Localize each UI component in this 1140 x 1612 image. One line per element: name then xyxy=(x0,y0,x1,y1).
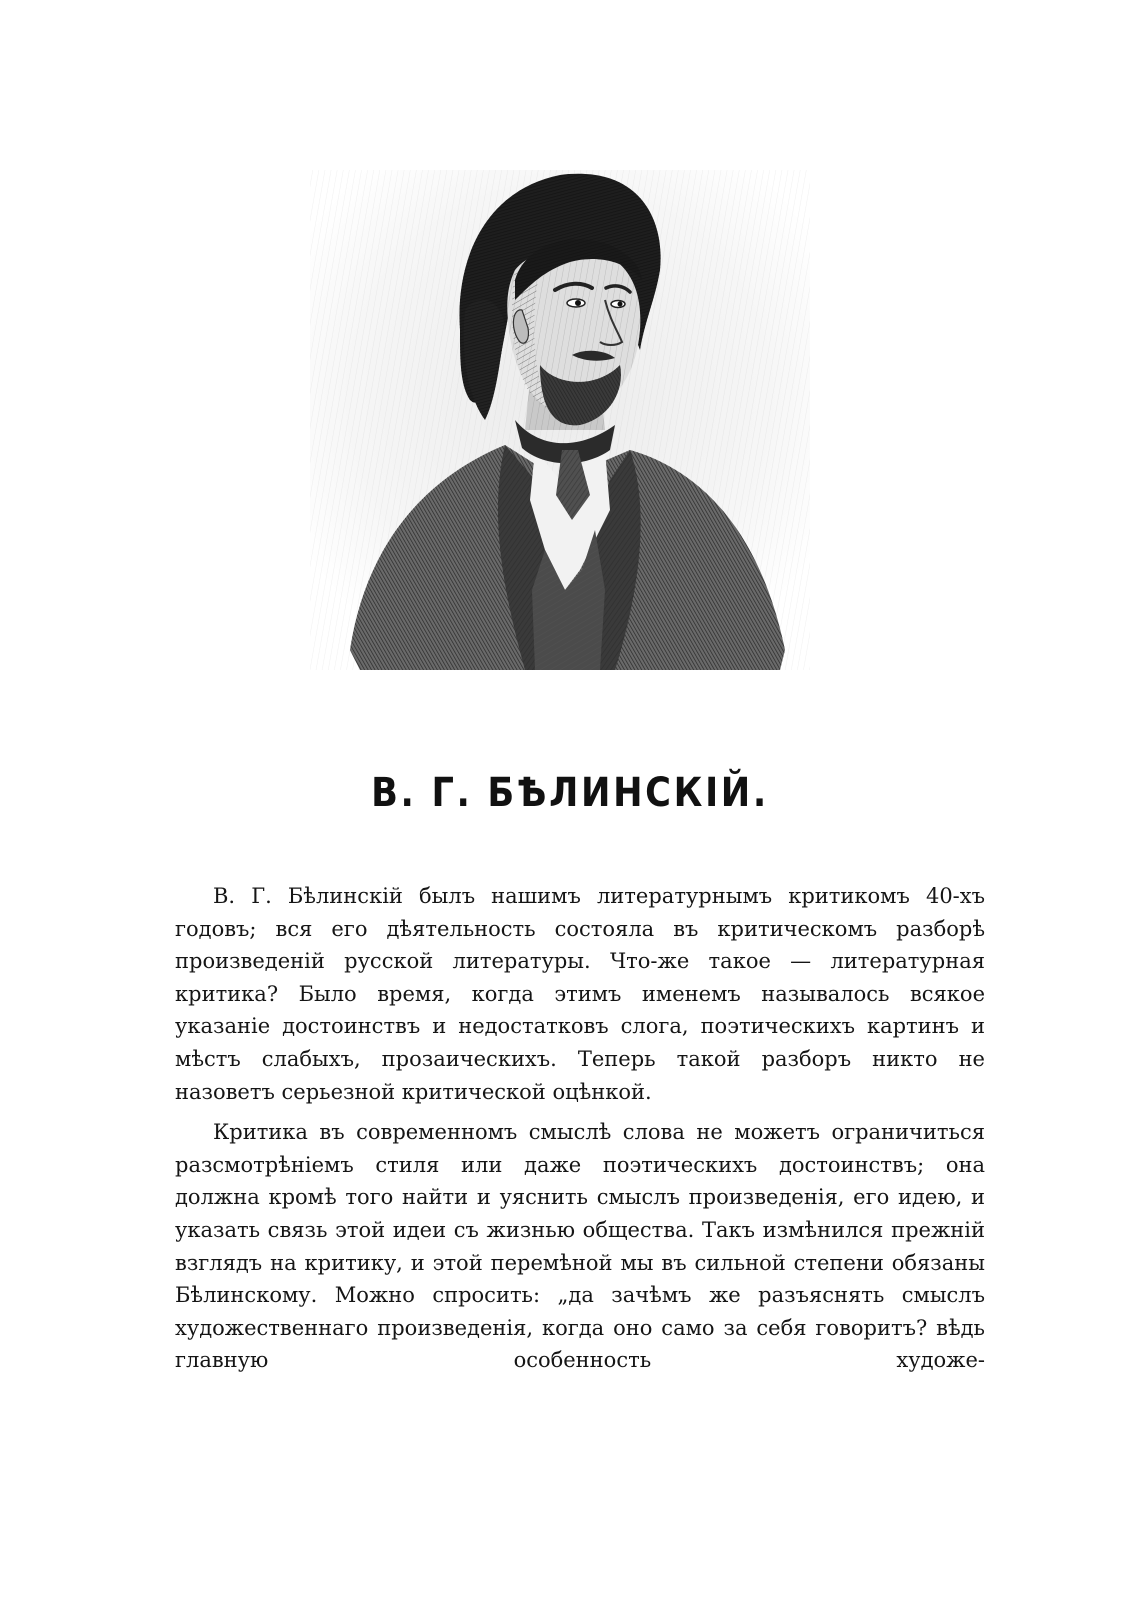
portrait-engraving xyxy=(310,150,830,690)
engraved-portrait-icon xyxy=(310,150,830,690)
paragraph: В. Г. Бѣлинскій былъ нашимъ литературнымъ критикомъ 40-хъ годовъ; вся его дѣятельность состояла въ критическомъ разборѣ произведеній русской литературы. Что-же такое — литературная критика? Было время, когда этимъ именемъ называлось всякое указаніе достоинствъ и недостатковъ слога, поэтическихъ картинъ и мѣстъ слабыхъ, прозаическихъ. Теперь такой разборъ никто не назоветъ серьезной критической оцѣнкой. xyxy=(175,884,985,1104)
paragraph: Критика въ современномъ смыслѣ слова не можетъ ограничиться разсмотрѣніемъ стиля или даже поэтическихъ достоинствъ; она должна кромѣ того найти и уяснить смыслъ произведенія, его идею, и указать связь этой идеи съ жизнью общества. Такъ измѣнился прежній взглядъ на критику, и этой перемѣной мы въ сильной степени обязаны Бѣлинскому. Можно спросить: „да зачѣмъ же разъяснять смыслъ художественнаго произведенія, когда оно само за себя говоритъ? вѣдь главную особенность художе- xyxy=(175,1120,985,1373)
body-text xyxy=(175,880,985,1377)
page-title: В. Г. БѢЛИНСКІЙ. xyxy=(371,770,769,816)
